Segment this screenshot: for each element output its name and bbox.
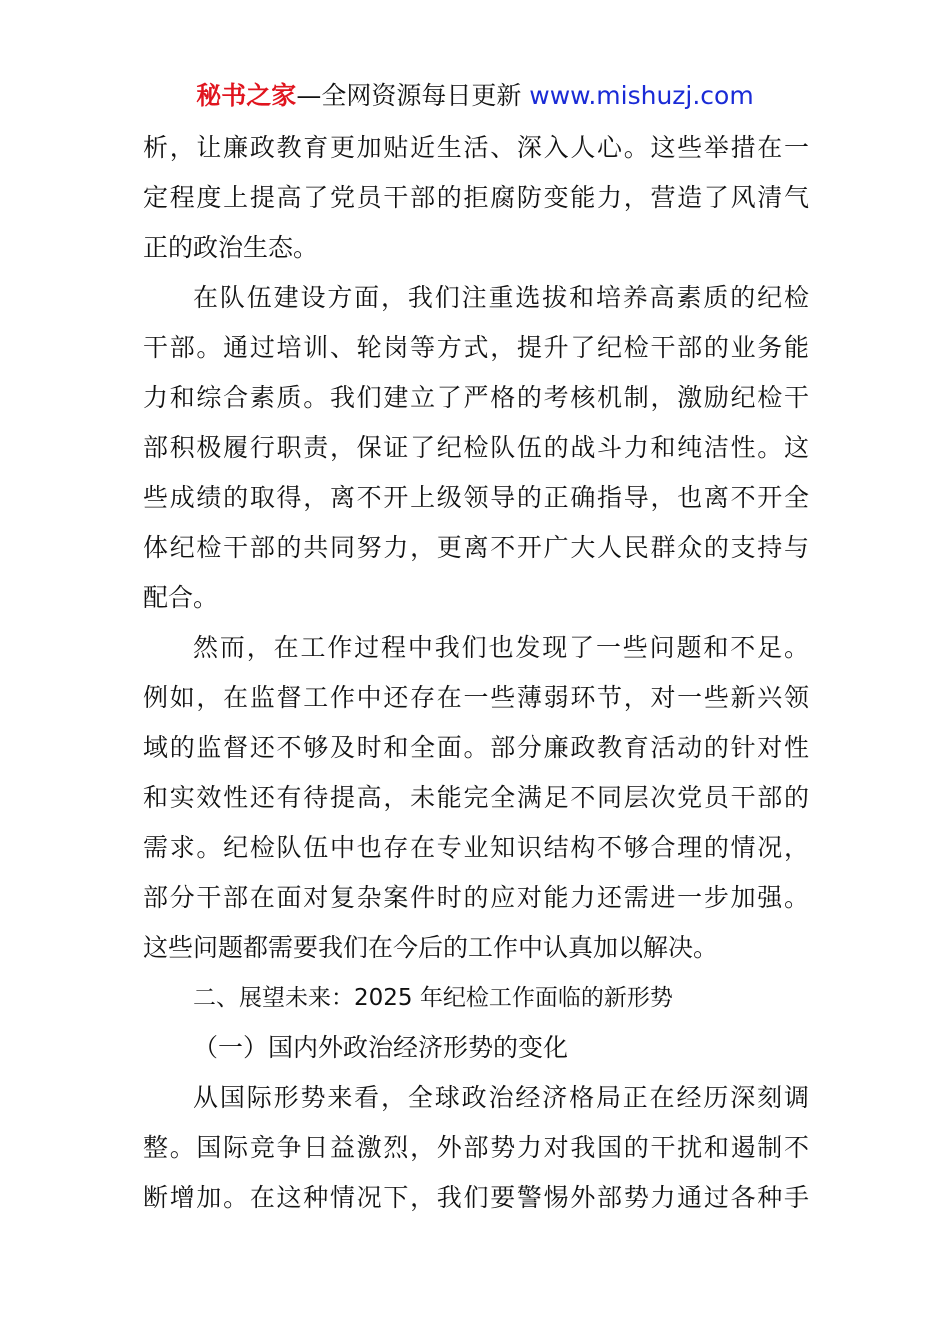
text-line: 力和综合素质。我们建立了严格的考核机制，激励纪检干 <box>143 383 809 412</box>
text-line: 析，让廉政教育更加贴近生活、深入人心。这些举措在一 <box>143 133 809 162</box>
paragraph-start-line: 从国际形势来看，全球政治经济格局正在经历深刻调 <box>193 1083 809 1112</box>
paragraph-start-line: 在队伍建设方面，我们注重选拔和培养高素质的纪检 <box>193 283 809 312</box>
text-line: 部分干部在面对复杂案件时的应对能力还需进一步加强。 <box>143 883 809 912</box>
text-line: 正的政治生态。 <box>143 233 319 262</box>
site-header <box>0 78 950 114</box>
text-line: 需求。纪检队伍中也存在专业知识结构不够合理的情况， <box>143 833 809 862</box>
section-heading: 二、展望未来：2025 年纪检工作面临的新形势 <box>193 985 673 1011</box>
text-line: 断增加。在这种情况下，我们要警惕外部势力通过各种手 <box>143 1183 809 1212</box>
text-line: 些成绩的取得，离不开上级领导的正确指导，也离不开全 <box>143 483 809 512</box>
document-body <box>143 123 809 1223</box>
site-brand: 秘书之家 <box>196 81 297 110</box>
paragraph-start-line: 然而，在工作过程中我们也发现了一些问题和不足。 <box>193 633 809 662</box>
text-line: 整。国际竞争日益激烈，外部势力对我国的干扰和遏制不 <box>143 1133 809 1162</box>
text-line: 部积极履行职责，保证了纪检队伍的战斗力和纯洁性。这 <box>143 433 809 462</box>
text-line: 例如，在监督工作中还存在一些薄弱环节，对一些新兴领 <box>143 683 809 712</box>
site-url-link[interactable]: www.mishuzj.com <box>529 81 754 110</box>
text-line: 干部。通过培训、轮岗等方式，提升了纪检干部的业务能 <box>143 333 809 362</box>
text-line: 域的监督还不够及时和全面。部分廉政教育活动的针对性 <box>143 733 809 762</box>
text-line: 定程度上提高了党员干部的拒腐防变能力，营造了风清气 <box>143 183 809 212</box>
text-line: 配合。 <box>143 583 219 612</box>
text-line: 这些问题都需要我们在今后的工作中认真加以解决。 <box>143 933 719 962</box>
text-line: 和实效性还有待提高，未能完全满足不同层次党员干部的 <box>143 783 809 812</box>
site-tagline: —全网资源每日更新 <box>296 81 522 110</box>
text-line: 体纪检干部的共同努力，更离不开广大人民群众的支持与 <box>143 533 809 562</box>
subsection-heading: （一）国内外政治经济形势的变化 <box>193 1033 569 1062</box>
